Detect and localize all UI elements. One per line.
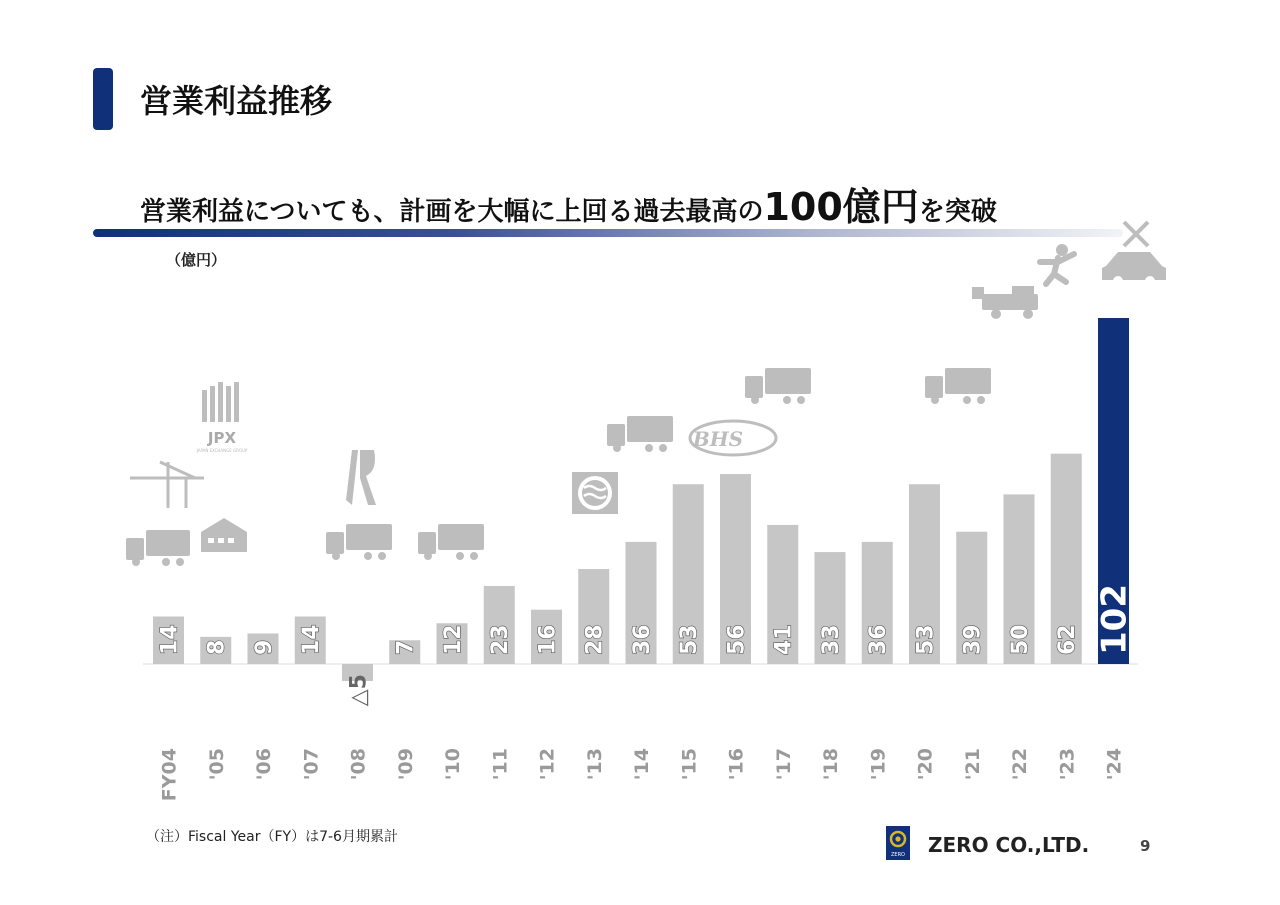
value-label-'05: 8 xyxy=(204,639,230,655)
x-tick-label: '23 xyxy=(1056,748,1079,781)
value-label-'12: 16 xyxy=(535,624,561,655)
value-label-'15: 53 xyxy=(677,624,703,655)
company-logo-text: ZERO xyxy=(891,852,905,858)
jr-logo xyxy=(346,450,376,505)
value-label-'18: 33 xyxy=(818,624,844,655)
page-title: 営業利益推移 xyxy=(140,82,333,120)
truck-icon xyxy=(326,524,392,560)
x-tick-label: '18 xyxy=(820,748,842,781)
x-axis-ticks xyxy=(159,748,1126,801)
x-tick-label: '11 xyxy=(489,748,512,781)
value-label-'08: △5 xyxy=(346,674,372,707)
x-tick-label: '13 xyxy=(583,748,606,781)
x-tick-label: '20 xyxy=(914,748,937,781)
x-tick-label: '19 xyxy=(867,748,890,781)
headline-text: 営業利益についても、計画を大幅に上回る過去最高の xyxy=(140,197,764,227)
crane-icon xyxy=(130,462,204,508)
x-tick-label: '10 xyxy=(442,748,464,781)
jpx-logo xyxy=(196,382,248,453)
value-label-'11: 23 xyxy=(488,624,514,655)
value-label-'06: 9 xyxy=(251,639,277,655)
truck-icon xyxy=(126,530,190,566)
value-label-'23: 62 xyxy=(1055,624,1081,655)
bhs-logo xyxy=(690,421,776,455)
value-label-'14: 36 xyxy=(629,624,655,655)
x-tick-label: '05 xyxy=(205,748,228,781)
tow-truck-icon xyxy=(972,286,1038,319)
value-label-'20: 53 xyxy=(913,624,939,655)
x-tick-label: '08 xyxy=(347,748,370,781)
value-label-'13: 28 xyxy=(582,624,608,655)
value-label-'24: 102 xyxy=(1094,584,1135,655)
truck-icon xyxy=(418,524,484,560)
car-repair-icon xyxy=(1102,222,1166,286)
x-tick-label: '16 xyxy=(725,748,748,781)
truck-icon xyxy=(607,416,673,452)
x-tick-label: '17 xyxy=(772,748,795,781)
water-logo xyxy=(572,472,618,514)
x-tick-label: FY04 xyxy=(158,748,181,802)
mechanic-icon xyxy=(1040,244,1074,284)
truck-icon xyxy=(745,368,811,404)
value-label-'17: 41 xyxy=(771,624,797,655)
jpx-logo-subtext: JAPAN EXCHANGE GROUP xyxy=(196,448,248,453)
x-tick-label: '22 xyxy=(1009,748,1031,781)
value-label-'10: 12 xyxy=(440,624,466,655)
x-tick-label: '06 xyxy=(253,748,275,781)
x-tick-label: '24 xyxy=(1103,748,1126,781)
headline-suffix: を突破 xyxy=(918,197,997,227)
company-name: ZERO CO.,LTD. xyxy=(928,833,1090,857)
bhs-logo-text: BHS xyxy=(692,427,744,451)
x-tick-label: '12 xyxy=(536,748,559,781)
unit-label: （億円） xyxy=(166,251,227,269)
page-number: 9 xyxy=(1140,837,1151,855)
value-label-'21: 39 xyxy=(960,624,986,655)
company-logo xyxy=(886,826,910,860)
jpx-logo-text: JPX xyxy=(207,429,237,447)
headline-highlight: 100億円 xyxy=(763,185,919,229)
value-label-'19: 36 xyxy=(866,624,892,655)
value-label-'16: 56 xyxy=(724,624,750,655)
x-tick-label: '21 xyxy=(961,748,984,781)
warehouse-icon xyxy=(201,518,247,552)
x-tick-label: '09 xyxy=(394,748,417,781)
value-label-'07: 14 xyxy=(299,624,325,655)
x-tick-label: '15 xyxy=(678,748,701,781)
x-tick-label: '07 xyxy=(300,748,323,781)
value-label-'22: 50 xyxy=(1007,624,1033,655)
footnote: （注）Fiscal Year（FY）は7-6月期累計 xyxy=(146,829,398,845)
value-label-'09: 7 xyxy=(393,639,419,655)
truck-icon xyxy=(925,368,991,404)
x-tick-label: '14 xyxy=(631,748,653,781)
value-label-FY04: 14 xyxy=(157,624,183,655)
